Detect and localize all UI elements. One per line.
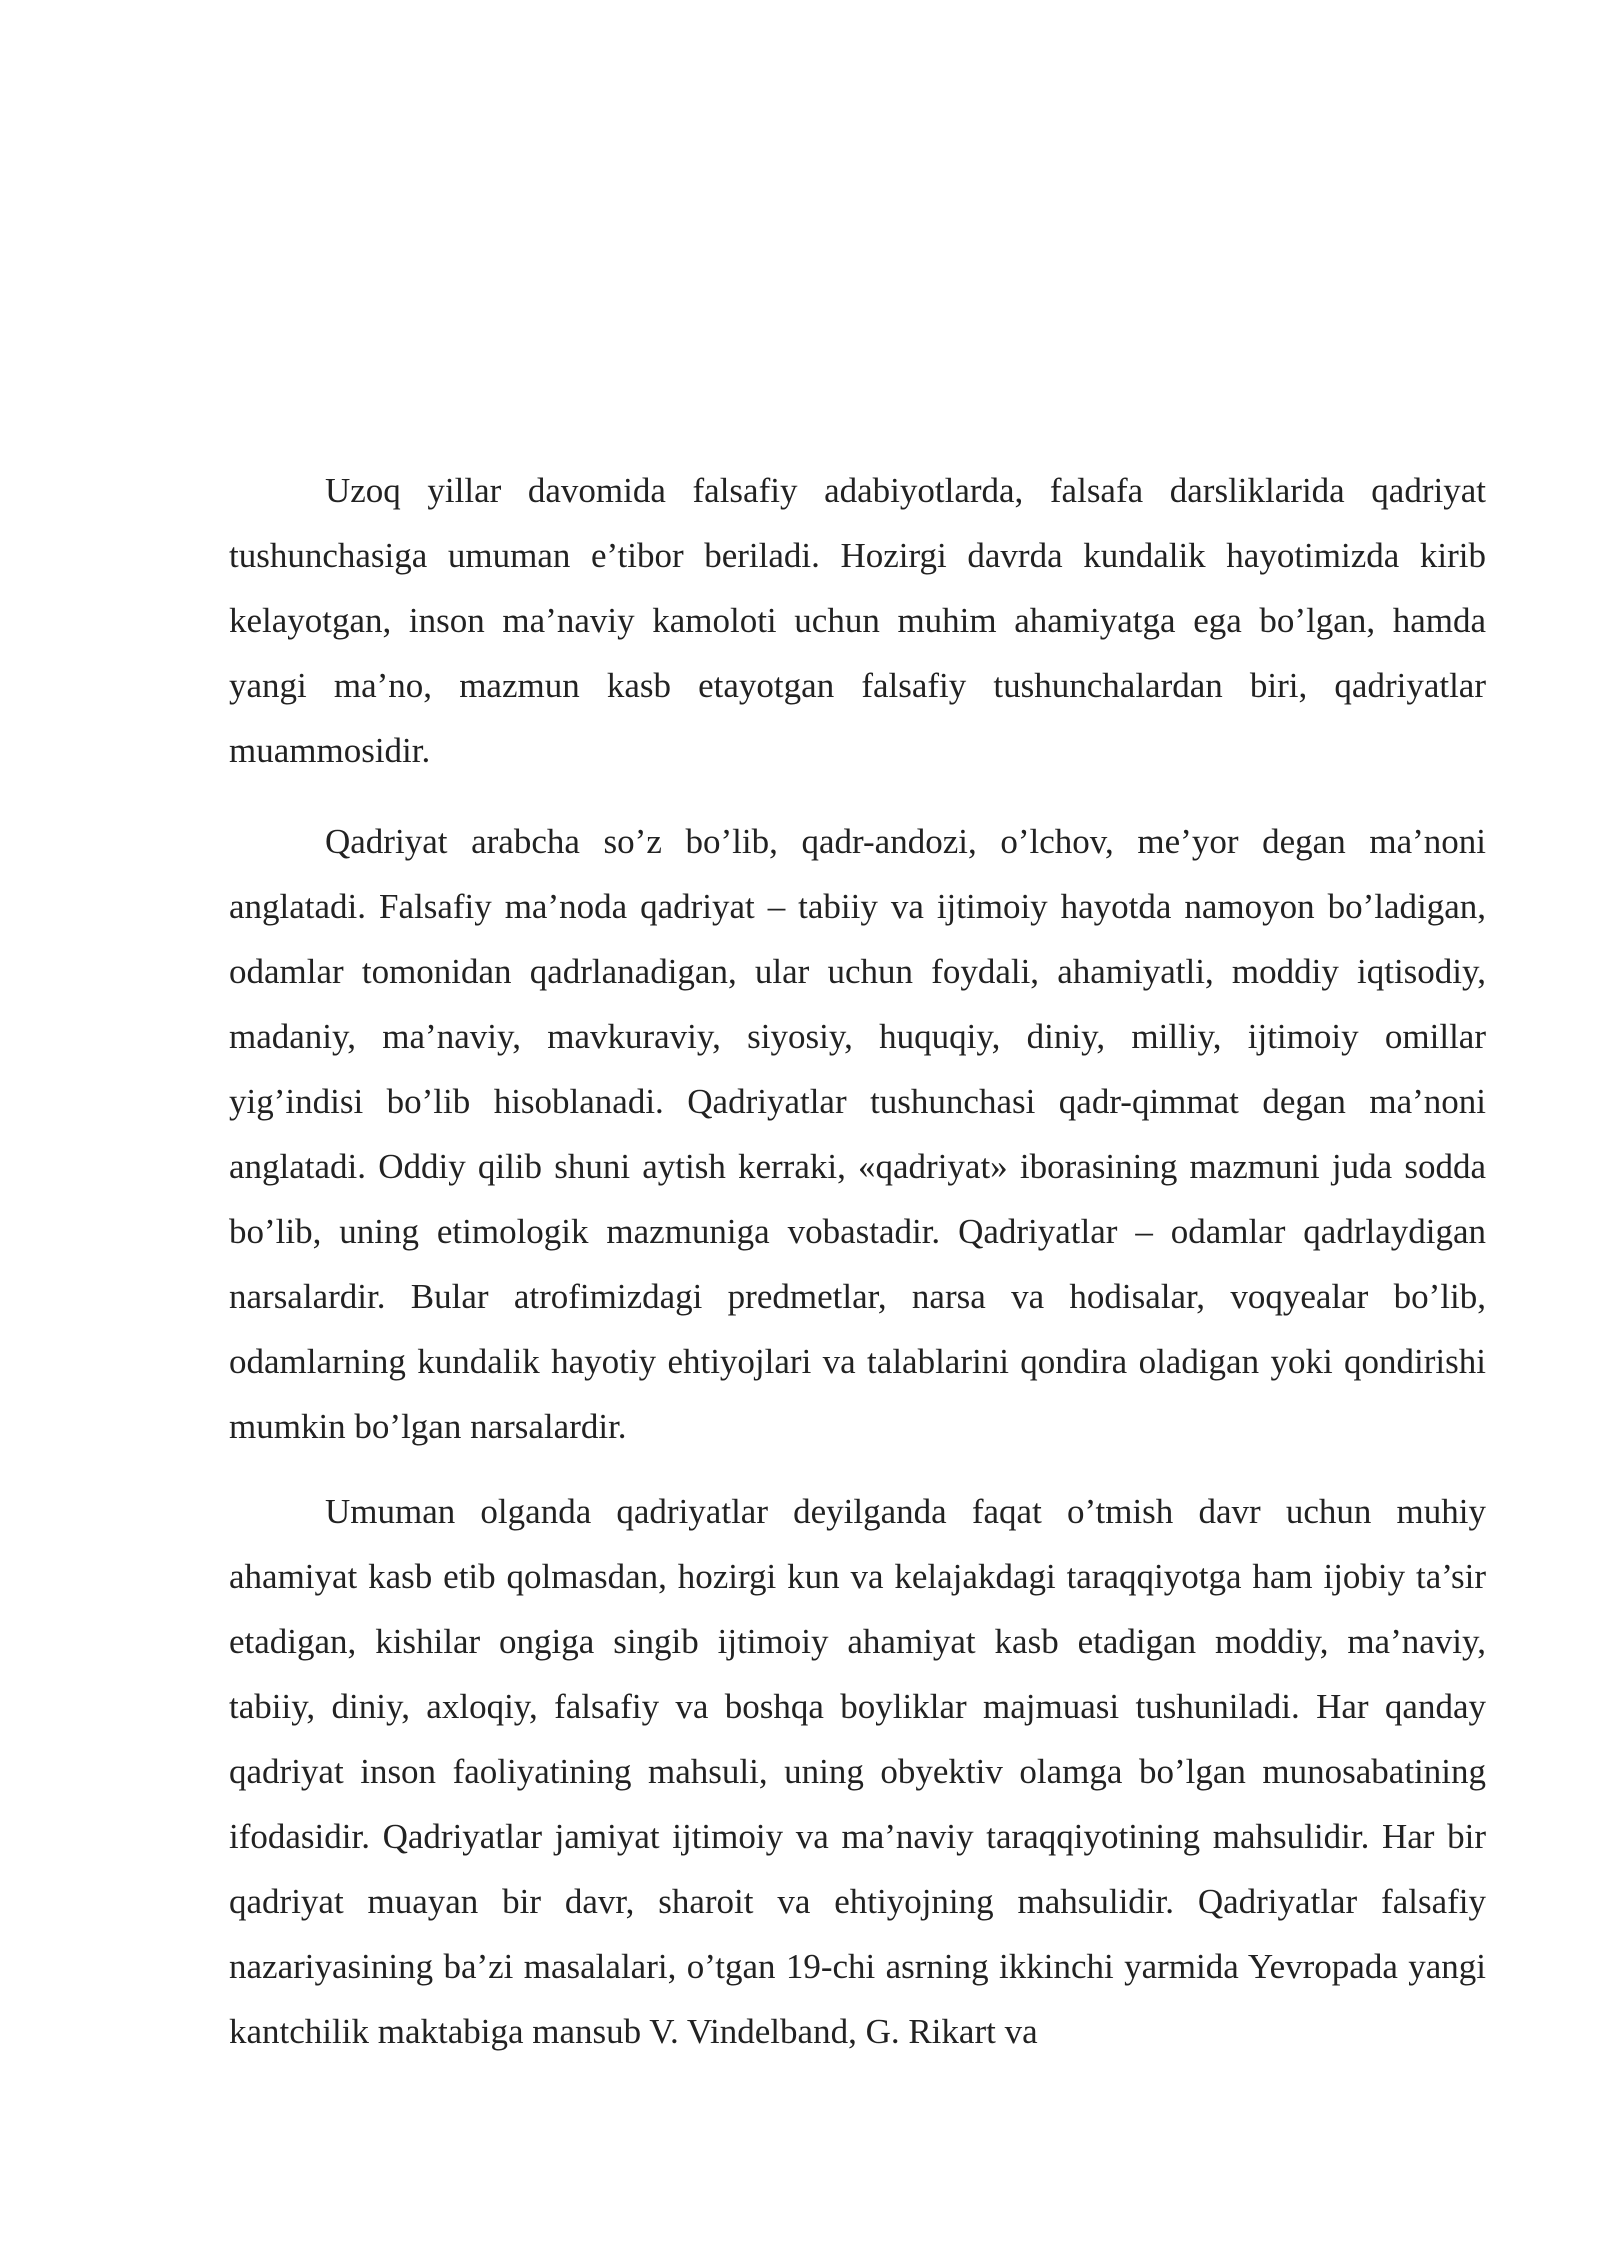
paragraph-3: Umuman olganda qadriyatlar deyilganda faqat o’tmish davr uchun muhiy ahamiyat kasb etib qolmasdan, hozirgi kun va kelajakdagi taraqqiyotga ham ijobiy ta’sir etadigan, kishilar ongiga singib ijtimoiy ahamiyat kasb etadigan moddiy, ma’naviy, tabiiy, diniy, axloqiy, falsafiy va boshqa boyliklar majmuasi tushuniladi. Har qanday qadriyat inson faoliyatining mahsuli, uning obyektiv olamga bo’lgan munosabatining ifodasidir. Qadriyatlar jamiyat ijtimoiy va ma’naviy taraqqiyotining mahsulidir. Har bir qadriyat muayan bir davr, sharoit va ehtiyojning mahsulidir. Qadriyatlar falsafiy nazariyasining ba’zi masalalari, o’tgan 19-chi asrning ikkinchi yarmida Yevropada yangi kantchilik maktabiga mansub V. Vindelband, G. Rikart va (229, 1492, 1486, 2051)
paragraph-1: Uzoq yillar davomida falsafiy adabiyotlarda, falsafa darsliklarida qadriyat tushunchasiga umuman e’tibor beriladi. Hozirgi davrda kundalik hayotimizda kirib kelayotgan, inson ma’naviy kamoloti uchun muhim ahamiyatga ega bo’lgan, hamda yangi ma’no, mazmun kasb etayotgan falsafiy tushunchalardan biri, qadriyatlar muammosidir. (229, 471, 1486, 770)
paragraph-2: Qadriyat arabcha so’z bo’lib, qadr-andozi, o’lchov, me’yor degan ma’noni anglatadi. Falsafiy ma’noda qadriyat – tabiiy va ijtimoiy hayotda namoyon bo’ladigan, odamlar tomonidan qadrlanadigan, ular uchun foydali, ahamiyatli, moddiy iqtisodiy, madaniy, ma’naviy, mavkuraviy, siyosiy, huquqiy, diniy, milliy, ijtimoiy omillar yig’indisi bo’lib hisoblanadi. Qadriyatlar tushunchasi qadr-qimmat degan ma’noni anglatadi. Oddiy qilib shuni aytish kerraki, «qadriyat» iborasining mazmuni juda sodda bo’lib, uning etimologik mazmuniga vobastadir. Qadriyatlar – odamlar qadrlaydigan narsalardir. Bular atrofimizdagi predmetlar, narsa va hodisalar, voqyealar bo’lib, odamlarning kundalik hayotiy ehtiyojlari va talablarini qondira oladigan yoki qondirishi mumkin bo’lgan narsalardir. (229, 822, 1486, 1446)
document-body (229, 458, 1486, 2064)
